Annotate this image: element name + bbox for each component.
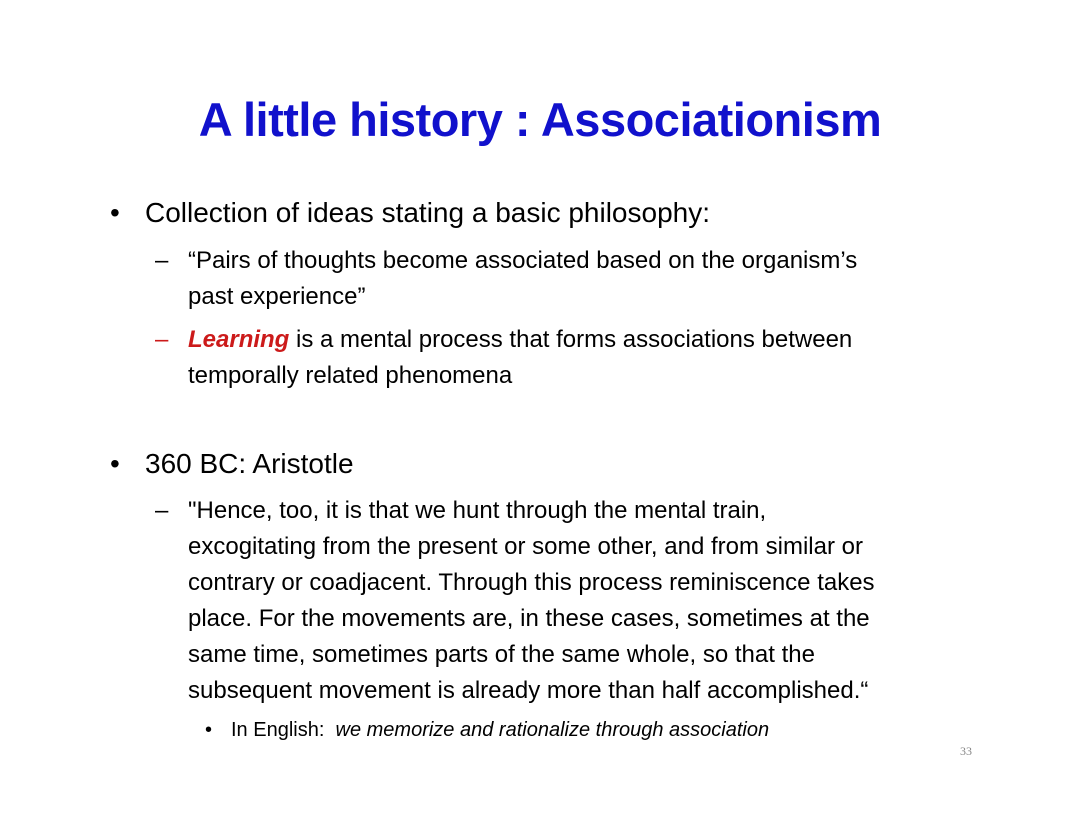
bullet-text: 360 BC: Aristotle — [145, 448, 354, 479]
text-line: subsequent movement is already more than half accomplished.“ — [188, 677, 869, 704]
sub-sub-bullet-text — [231, 716, 769, 744]
sub-bullet-text — [188, 493, 875, 709]
text-line: "Hence, too, it is that we hunt through the mental train, — [188, 497, 767, 524]
text-line: contrary or coadjacent. Through this process reminiscence takes — [188, 569, 875, 596]
text-line: same time, sometimes parts of the same whole, so that the — [188, 641, 815, 668]
page-number: 33 — [960, 744, 972, 758]
bullet-text: Collection of ideas stating a basic philosophy: — [145, 197, 711, 228]
text-line: temporally related phenomena — [188, 362, 513, 389]
dash-marker: – — [155, 326, 169, 353]
bullet-marker: • — [110, 448, 120, 479]
text-line: place. For the movements are, in these cases, sometimes at the — [188, 605, 870, 632]
sub-bullet-text — [188, 322, 852, 394]
text-line: past experience” — [188, 283, 366, 310]
dash-marker: – — [155, 247, 169, 274]
italic-text: we memorize and rationalize through association — [335, 719, 770, 741]
bullet-marker: • — [205, 719, 213, 741]
slide-title: A little history : Associationism — [198, 93, 882, 146]
dash-marker: – — [155, 497, 169, 524]
text-prefix: In English: — [231, 719, 336, 741]
text-line: “Pairs of thoughts become associated based on the organism’s — [188, 247, 858, 274]
text-line-with-emphasis — [188, 322, 852, 358]
emphasis-word: Learning — [188, 326, 290, 353]
text-line: excogitating from the present or some other, and from similar or — [188, 533, 863, 560]
sub-bullet-text — [188, 243, 857, 315]
bullet-marker: • — [110, 197, 120, 228]
text-fragment: is a mental process that forms associations between — [289, 326, 853, 353]
